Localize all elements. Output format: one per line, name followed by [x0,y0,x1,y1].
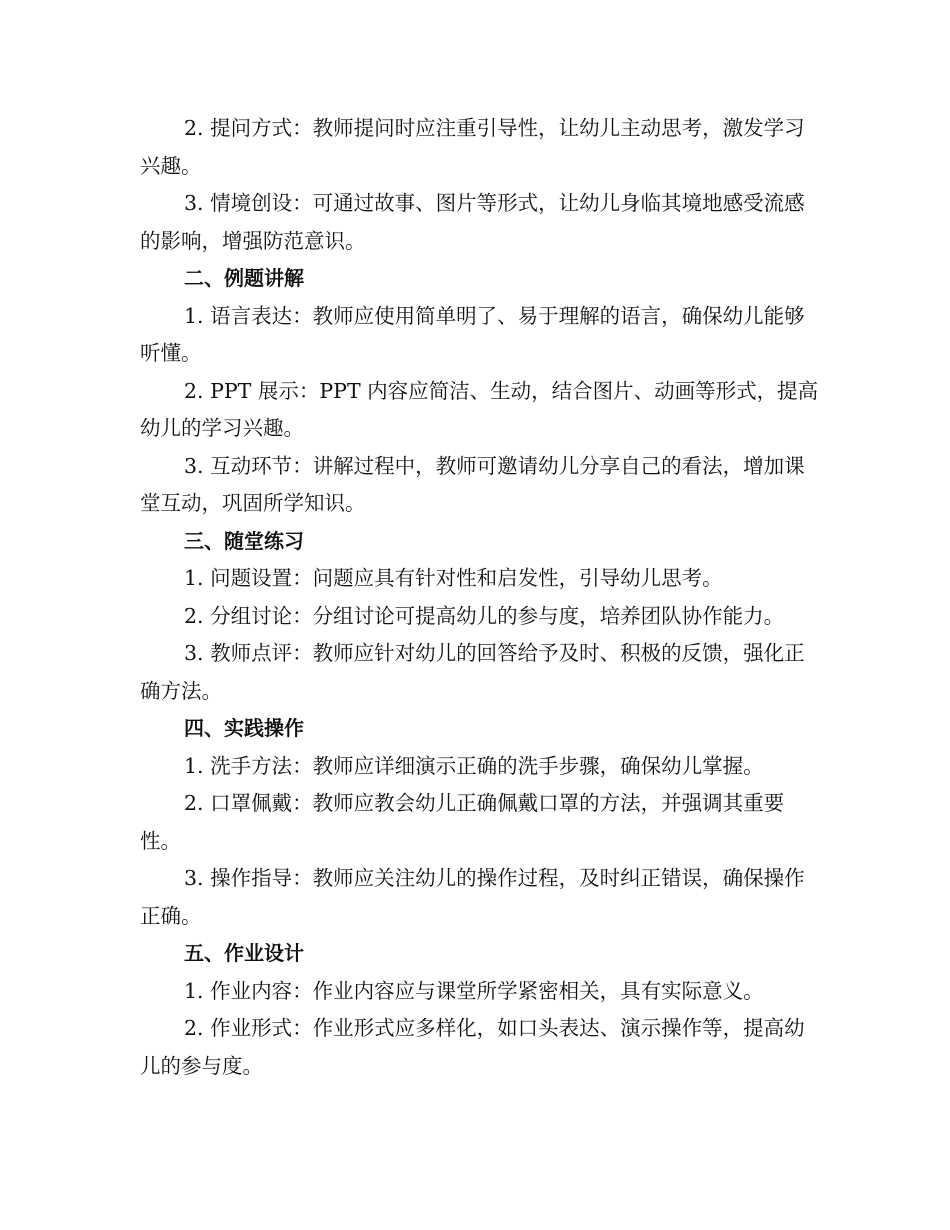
document-body [140,110,820,1085]
list-item: 1. 语言表达：教师应使用简单明了、易于理解的语言，确保幼儿能够听懂。 [140,303,805,365]
list-item: 1. 作业内容：作业内容应与课堂所学紧密相关，具有实际意义。 [184,978,764,1003]
section-heading: 二、例题讲解 [184,266,304,290]
list-item: 3. 互动环节：讲解过程中，教师可邀请幼儿分享自己的看法，增加课堂互动，巩固所学知识。 [140,453,805,515]
list-item: 1. 洗手方法：教师应详细演示正确的洗手步骤，确保幼儿掌握。 [184,753,764,778]
list-item: 2. 提问方式：教师提问时应注重引导性，让幼儿主动思考，激发学习兴趣。 [140,116,805,178]
list-item: 3. 情境创设：可通过故事、图片等形式，让幼儿身临其境地感受流感的影响，增强防范意识。 [140,191,805,253]
section-heading: 三、随堂练习 [184,528,304,553]
list-item: 2. 口罩佩戴：教师应教会幼儿正确佩戴口罩的方法，并强调其重要性。 [140,791,785,853]
list-item: 1. 问题设置：问题应具有针对性和启发性，引导幼儿思考。 [184,566,723,590]
list-item: 3. 操作指导：教师应关注幼儿的操作过程，及时纠正错误，确保操作正确。 [140,866,805,928]
list-item: 2. PPT 展示：PPT 内容应简洁、生动，结合图片、动画等形式，提高幼儿的学习兴趣。 [140,378,819,440]
list-item: 3. 教师点评：教师应针对幼儿的回答给予及时、积极的反馈，强化正确方法。 [140,641,805,703]
section-heading: 四、实践操作 [184,716,304,740]
section-heading: 五、作业设计 [184,941,304,965]
list-item: 2. 分组讨论：分组讨论可提高幼儿的参与度，培养团队协作能力。 [184,603,785,628]
list-item: 2. 作业形式：作业形式应多样化，如口头表达、演示操作等，提高幼儿的参与度。 [140,1016,805,1078]
